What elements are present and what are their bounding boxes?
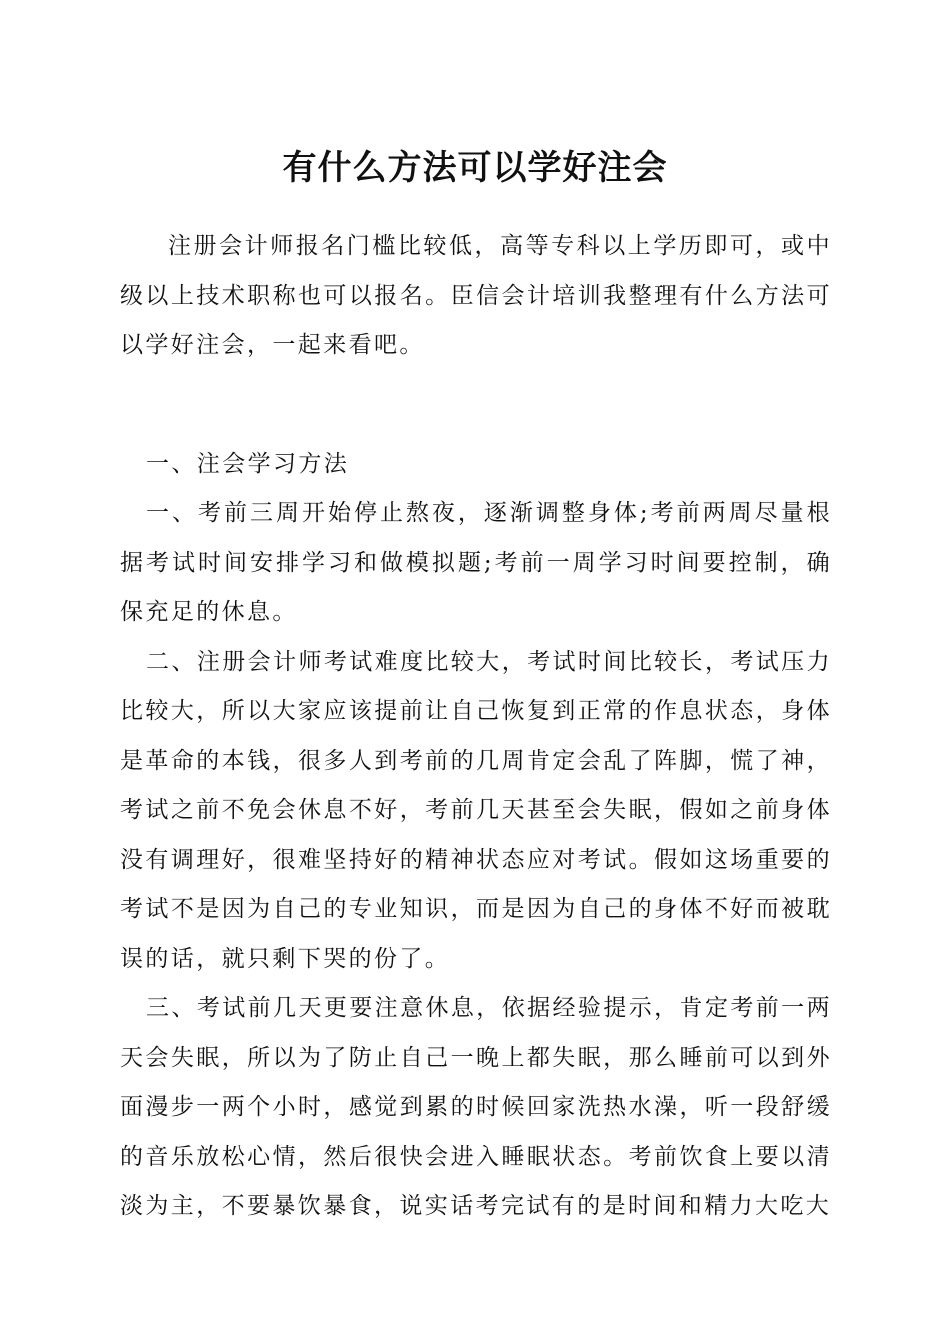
method-paragraph-1: 一、考前三周开始停止熬夜，逐渐调整身体;考前两周尽量根据考试时间安排学习和做模拟题;考前一周学习时间要控制，确保充足的休息。 bbox=[120, 500, 832, 625]
section-heading: 一、注会学习方法 bbox=[146, 450, 350, 477]
intro-paragraph: 注册会计师报名门槛比较低，高等专科以上学历即可，或中级以上技术职称也可以报名。臣信会计培训我整理有什么方法可以学好注会，一起来看吧。 bbox=[120, 233, 832, 358]
method-paragraph-3: 三、考试前几天更要注意休息，依据经验提示，肯定考前一两天会失眠，所以为了防止自己一晚上都失眠，那么睡前可以到外面漫步一两个小时，感觉到累的时候回家洗热水澡，听一段舒缓的音乐放松心情，然后很快会进入睡眠状态。考前饮食上要以清淡为主，不要暴饮暴食，说实话考完试有的是时间和精力大吃大 bbox=[120, 995, 832, 1219]
paragraph-spacer bbox=[120, 371, 832, 440]
document-body bbox=[120, 222, 832, 1232]
document-title: 有什么方法可以学好注会 bbox=[282, 148, 668, 188]
method-paragraph-2: 二、注册会计师考试难度比较大，考试时间比较长，考试压力比较大，所以大家应该提前让自己恢复到正常的作息状态，身体是革命的本钱，很多人到考前的几周肯定会乱了阵脚，慌了神，考试之前不免会休息不好，考前几天甚至会失眠，假如之前身体没有调理好，很难坚持好的精神状态应对考试。假如这场重要的考试不是因为自己的专业知识，而是因为自己的身体不好而被耽误的话，就只剩下哭的份了。 bbox=[120, 648, 832, 972]
